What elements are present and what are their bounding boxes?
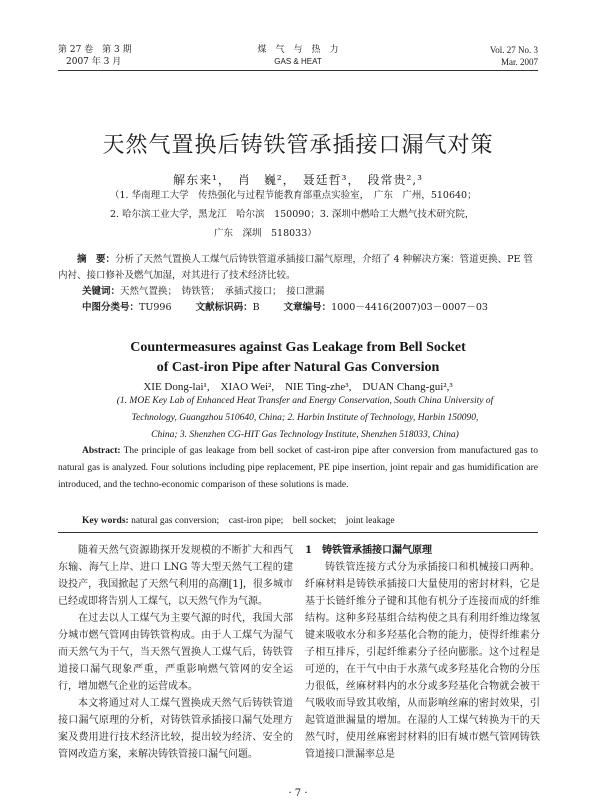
authors-en: XIE Dong-lai¹, XIAO Wei², NIE Ting-zhe³, DUAN Chang-gui²,³ — [143, 381, 453, 393]
header-rule — [58, 70, 538, 71]
journal-name-cn: 煤 气 与 热 力 — [257, 45, 339, 55]
affiliations-cn: （1. 华南理工大学 传热强化与过程节能教育部重点实验室， 广东 广州，510640； 2. 哈尔滨工业大学，黑龙江 哈尔滨 150090；3. 深圳中燃哈工大燃气技术研究院， 广东 深圳 518033） — [110, 190, 477, 239]
keywords-label-cn: 关键词： — [82, 286, 121, 297]
doc-code-label: 文献标识码： — [195, 302, 253, 313]
keywords-en-block — [58, 512, 538, 526]
journal-name-en: GAS & HEAT — [274, 57, 322, 66]
abstract-text-en: The principle of gas leakage from bell socket of cast-iron pipe after conversion from manufactured gas to natural gas is analyzed. Four solutions including pipe replacement, PE pipe insertion, joint repair and gas humidification are introduced, and the techno-economic comparison of these solutions is made. — [58, 446, 538, 490]
clc-number: TU996 — [139, 302, 172, 313]
affiliations-en: (1. MOE Key Lab of Enhanced Heat Transfer and Energy Conservation, South China University of Technology, Guangzhou 510640, China; 2. Harbin Institute of Technology, Harbin 150090, China; 3. Shenzhen CG-HIT Gas Technology Institute, Shenzhen 518033, China) — [116, 396, 494, 440]
abstract-label-en: Abstract: — [82, 446, 121, 456]
abstract-text-cn: 分析了天然气置换人工煤气后铸铁管道承插接口漏气原理，介绍了 4 种解决方案：管道更换、PE 管内衬、接口修补及燃气加湿，对其进行了技术经济比较。 — [58, 254, 533, 281]
header-volume-cn: 第 27 卷 第 3 期 2007 年 3 月 — [58, 45, 132, 67]
clc-label: 中图分类号： — [82, 302, 140, 313]
header-volume-en: Vol. 27 No. 3 Mar. 2007 — [489, 45, 538, 67]
page-number: · 7 · — [288, 788, 308, 799]
body-paragraph: 本文将通过对人工煤气置换成天然气后铸铁管道接口漏气原理的分析，对铸铁管承插接口漏气处理方案及费用进行技术经济比较，提出较为经济、安全的管网改造方案，来解决铸铁管接口漏气问题。 — [58, 698, 293, 760]
keywords-en: natural gas conversion; cast-iron pipe; bell socket; joint leakage — [131, 516, 395, 526]
abstract-rule — [58, 532, 538, 533]
abstract-en — [58, 443, 538, 494]
page-title-en: Countermeasures against Gas Leakage from Bell Socket of Cast-iron Pipe after Natural Gas Conversion — [130, 340, 466, 375]
section-heading: 1 铸铁管承插接口漏气原理 — [305, 545, 432, 556]
body-column-left — [58, 542, 293, 763]
article-number: 1000－4416(2007)03－0007－03 — [331, 302, 488, 313]
keywords-label-en: Key words: — [82, 516, 129, 526]
abstract-cn — [58, 252, 538, 316]
body-paragraph: 铸铁管连接方式分为承插接口和机械接口两种。纤麻材料是铸铁承插接口大量使用的密封材料，它是基于长链纤维分子键和其他有机分子连接而成的纤维结构。这种多羟基组合结构使之具有利用纤维边缘氢键来吸收水分和多羟基化合物的能力，使得纤维素分子相互排斥，引起纤维素分子径向膨胀。这个过程是可逆的，在干气中由于水蒸气或多羟基化合物的分压力很低，丝麻材料内的水分或多羟基化合物就会被干气吸收而导致其收缩，从而影响丝麻的密封效果，引起管道泄漏量的增加。在湿的人工煤气转换为干的天然气时，使用丝麻密封材料的旧有城市燃气管网铸铁管道接口泄漏率总是 — [305, 562, 540, 760]
page-title-cn: 天然气置换后铸铁管承插接口漏气对策 — [102, 133, 494, 158]
body-paragraph: 随着天然气资源勘探开发规模的不断扩大和西气东输、海气上岸、进口 LNG 等大型天然气工程的建设投产，我国掀起了天然气利用的高潮[1]，很多城市已经或即将告别人工煤气，以天然气作为气源。 — [58, 545, 293, 607]
body-column-right — [305, 542, 540, 763]
keywords-cn: 天然气置换； 铸铁管； 承插式接口； 接口泄漏 — [120, 286, 325, 297]
doc-code: B — [252, 302, 260, 313]
authors-cn: 解东来¹， 肖 巍²， 聂廷哲³， 段常贵²,³ — [173, 173, 423, 187]
article-number-label: 文章编号： — [283, 302, 332, 313]
body-paragraph: 在过去以人工煤气为主要气源的时代，我国大部分城市燃气管网由铸铁管构成。由于人工煤气为湿气而天然气为干气，当天然气置换人工煤气后，铸铁管道接口漏气现象严重，严重影响燃气管网的安全运行，增加燃气企业的运营成本。 — [58, 613, 293, 692]
abstract-label-cn: 摘 要： — [77, 254, 116, 265]
